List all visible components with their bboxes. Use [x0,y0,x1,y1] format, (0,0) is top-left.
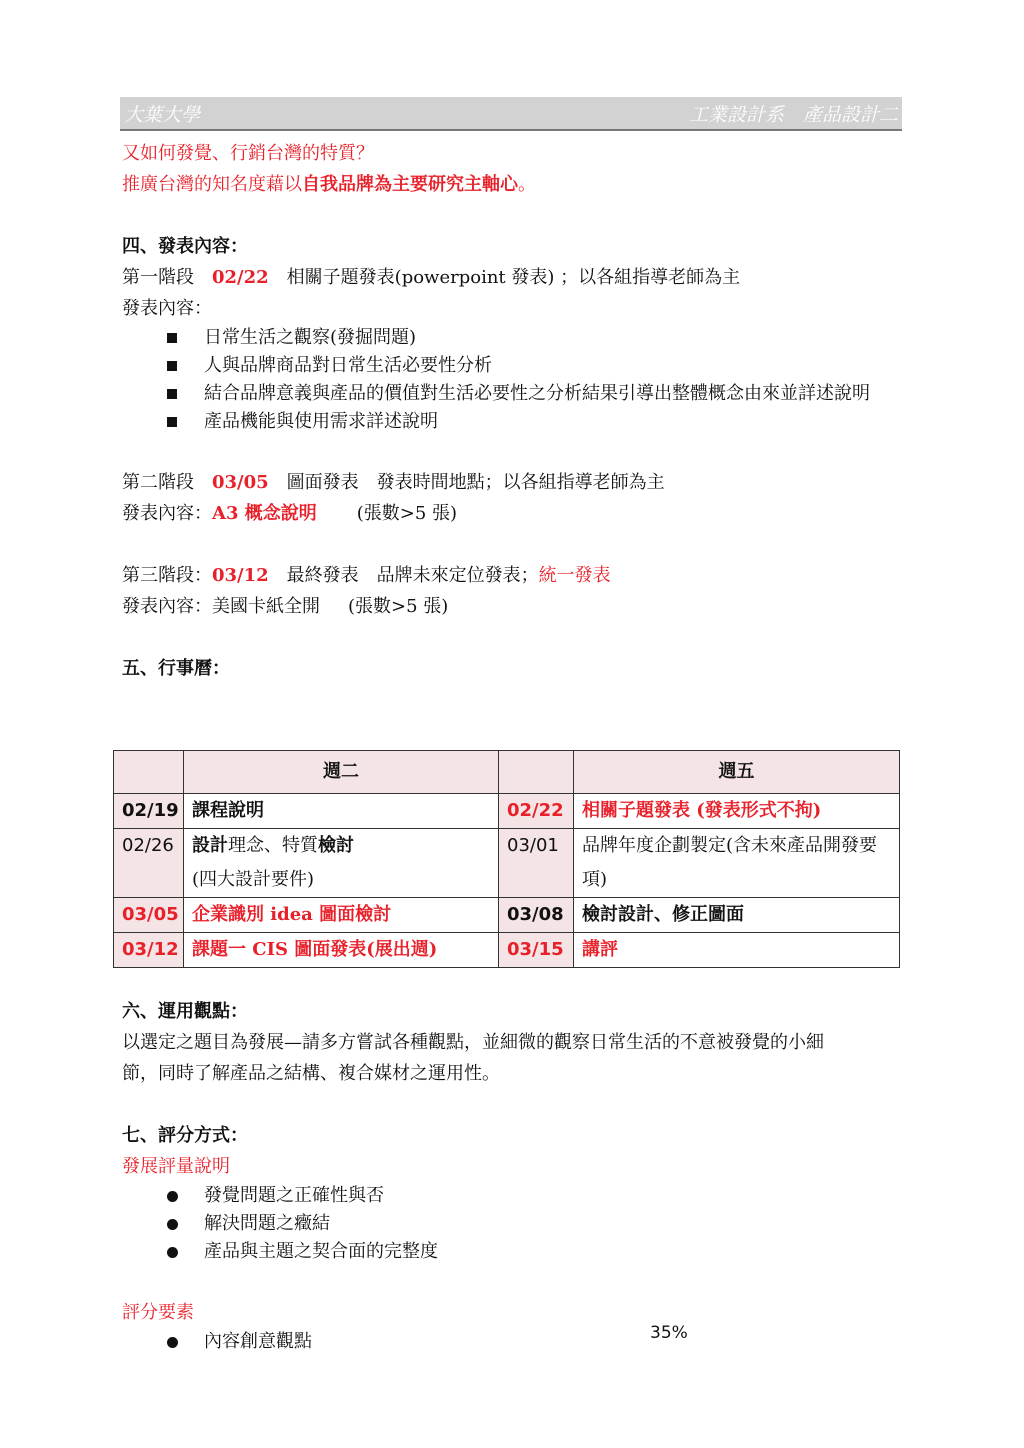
square-bullet-icon [167,361,177,371]
stage-1-date: 02/22 [212,267,269,288]
scoring-percentage: 35% [650,1323,688,1343]
section-6-title: 六、運用觀點： [122,1001,248,1022]
stage-3-line: 第三階段：03/12 最終發表 品牌未來定位發表；統一發表 [122,565,611,586]
round-bullet-icon [167,1191,178,1202]
content-label: 發表內容： [122,298,212,319]
table-row: 03/12 課題一 CIS 圖面發表(展出週) 03/15 講評 [114,933,900,968]
table-row: 02/26 設計理念、特質檢討 (四大設計要件) 03/01 品牌年度企劃製定(含未來產品開發要項) [114,829,900,898]
list-item: 結合品牌意義與產品的價值對生活必要性之分析結果引導出整體概念由來並詳述說明 [122,380,902,408]
stage-1-items [122,324,902,436]
list-item: 產品機能與使用需求詳述說明 [122,408,902,436]
page-header [120,97,902,131]
list-item: 人與品牌商品對日常生活必要性分析 [122,352,902,380]
section-4-title: 四、發表內容： [122,236,248,257]
section-7-sub-2: 評分要素 [122,1302,194,1323]
list-item: 解決問題之癥結 [122,1210,902,1238]
stage-2-content: 發表內容：A3 概念說明 (張數>5 張) [122,503,458,524]
table-row: 02/19 課程說明 02/22 相關子題發表 (發表形式不拘) [114,794,900,829]
list-item: 產品與主題之契合面的完整度 [122,1238,902,1266]
table-header-row [114,751,900,794]
section-5-title: 五、行事曆： [122,658,230,679]
square-bullet-icon [167,389,177,399]
round-bullet-icon [167,1247,178,1258]
round-bullet-icon [167,1219,178,1230]
intro-line-2: 推廣台灣的知名度藉以自我品牌為主要研究主軸心。 [122,174,536,195]
table-row: 03/05 企業識別 idea 圖面檢討 03/08 檢討設計、修正圖面 [114,898,900,933]
schedule-table [113,750,900,968]
col-header-tuesday: 週二 [184,751,499,794]
stage-1-line: 第一階段 02/22 相關子題發表(powerpoint 發表) ；以各組指導老師為主 [122,267,741,288]
header-university: 大葉大學 [124,103,201,126]
list-item: 內容創意觀點 [122,1328,902,1356]
scoring-items [122,1328,902,1356]
document-body-lower [122,996,902,1356]
section-6-line-1: 以選定之題目為發展—請多方嘗試各種觀點，並細微的觀察日常生活的不意被發覺的小細 [122,1032,824,1053]
stage-2-date: 03/05 [212,472,269,493]
stage-3-date: 03/12 [212,565,269,586]
section-7-sub-1: 發展評量說明 [122,1156,230,1177]
header-department: 工業設計系 產品設計二 [688,103,898,126]
stage-3-content: 發表內容：美國卡紙全開 (張數>5 張) [122,596,449,617]
evaluation-items [122,1182,902,1266]
round-bullet-icon [167,1337,178,1348]
intro-line-1: 又如何發覺、行銷台灣的特質？ [122,143,374,164]
square-bullet-icon [167,417,177,427]
col-header-friday: 週五 [574,751,900,794]
list-item: 發覺問題之正確性與否 [122,1182,902,1210]
stage-2-line: 第二階段 03/05 圖面發表 發表時間地點；以各組指導老師為主 [122,472,665,493]
list-item: 日常生活之觀察(發掘問題) [122,324,902,352]
section-6-line-2: 節，同時了解產品之結構、複合媒材之運用性。 [122,1063,500,1084]
section-7-title: 七、評分方式： [122,1125,248,1146]
document-body [122,138,902,684]
square-bullet-icon [167,333,177,343]
